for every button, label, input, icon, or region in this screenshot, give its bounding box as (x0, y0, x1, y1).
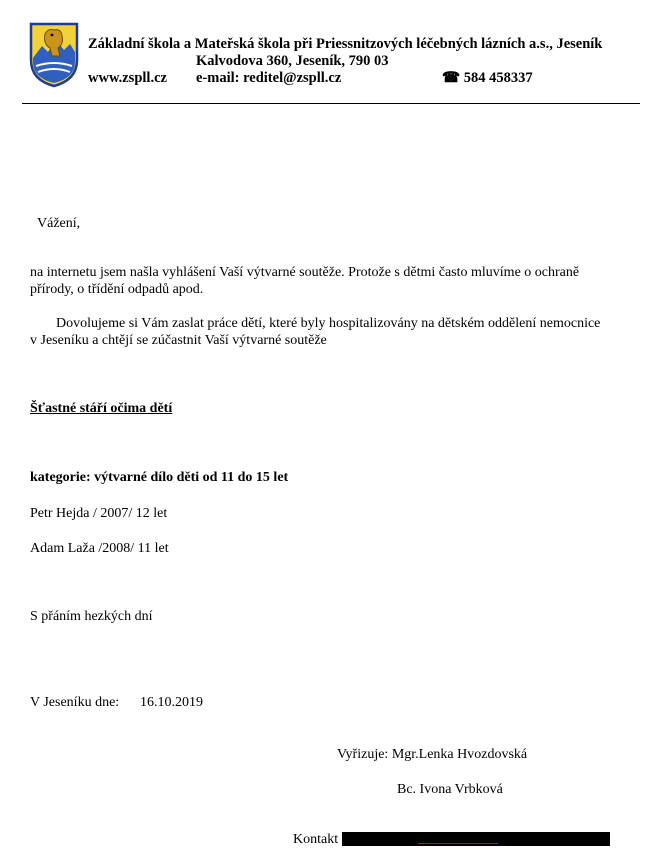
salutation: Vážení, (37, 216, 81, 231)
school-name: Základní škola a Mateřská škola při Priessnitzových léčebných lázních a.s., Jeseník (88, 36, 603, 52)
entry-1: Petr Hejda / 2007/ 12 let (30, 506, 168, 521)
contact-label: Kontakt (293, 832, 339, 847)
website-link[interactable]: www.zspll.cz (88, 70, 167, 86)
category-line: kategorie: výtvarné dílo děti od 11 do 15 let (30, 470, 289, 485)
contact-person-2: Bc. Ivona Vrbková (397, 782, 503, 797)
contact-link-underline (418, 843, 498, 844)
paragraph-2: Dovolujeme si Vám zaslat práce dětí, které byly hospitalizovány na dětském oddělení nemocnice v Jeseníku a chtějí se zúčastnit Vaší výtvarné soutěže (30, 316, 601, 348)
contact-person: Vyřizuje: Mgr.Lenka Hvozdovská (337, 747, 528, 762)
phone-icon: ☎ (442, 70, 461, 86)
school-logo (28, 20, 80, 88)
competition-title: Šťastné stáří očima dětí (30, 401, 173, 416)
closing: S přáním hezkých dní (30, 609, 153, 624)
school-address: Kalvodova 360, Jeseník, 790 03 (196, 53, 389, 69)
phone-contact (442, 70, 533, 87)
phone-number: 584 458337 (463, 70, 533, 86)
email-link[interactable]: e-mail: reditel@zspll.cz (196, 70, 342, 86)
place-date-label: V Jeseníku dne: (30, 695, 120, 710)
paragraph-1: na internetu jsem našla vyhlášení Vaší výtvarné soutěže. Protože s dětmi často mluvíme o ochraně přírody, o třídění odpadů apod. (30, 265, 580, 297)
header-divider (22, 103, 640, 104)
entry-2: Adam Laža /2008/ 11 let (30, 541, 169, 556)
letter-date: 16.10.2019 (140, 695, 203, 710)
